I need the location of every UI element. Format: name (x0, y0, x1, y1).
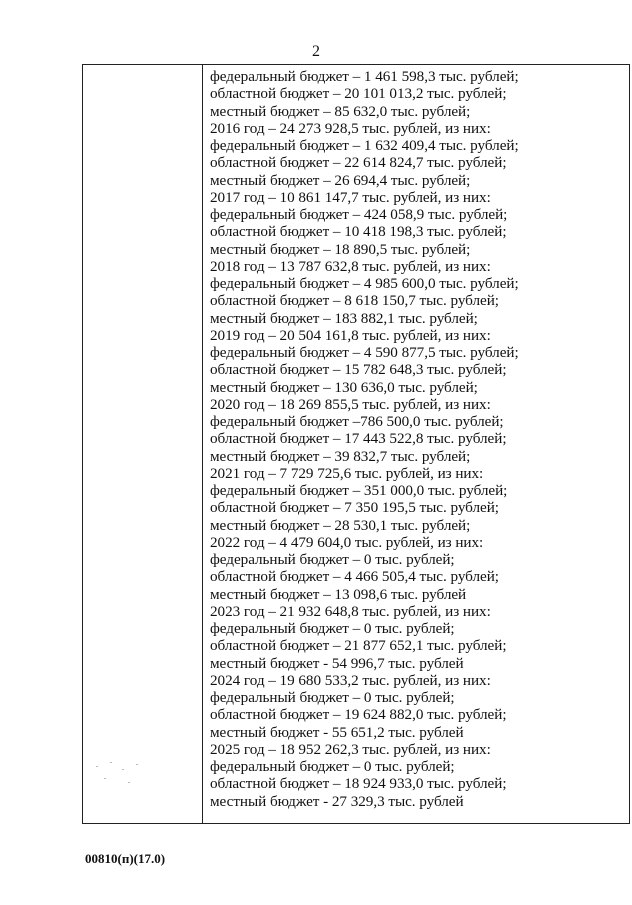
budget-line: федеральный бюджет – 1 632 409,4 тыс. рублей; (210, 137, 519, 154)
budget-line: федеральный бюджет – 4 985 600,0 тыс. рублей; (210, 275, 519, 292)
budget-line: федеральный бюджет –786 500,0 тыс. рублей; (210, 413, 504, 430)
budget-line: 2016 год – 24 273 928,5 тыс. рублей, из них: (210, 119, 491, 137)
budget-line: 2025 год – 18 952 262,3 тыс. рублей, из них: (210, 740, 491, 758)
budget-line: областной бюджет – 22 614 824,7 тыс. рублей; (210, 154, 507, 172)
budget-line: местный бюджет – 18 890,5 тыс. рублей; (210, 240, 471, 258)
budget-line: 2021 год – 7 729 725,6 тыс. рублей, из них: (210, 464, 484, 482)
budget-line: федеральный бюджет – 0 тыс. рублей; (210, 551, 455, 568)
budget-line: 2018 год – 13 787 632,8 тыс. рублей, из них: (210, 257, 491, 275)
budget-line: федеральный бюджет – 0 тыс. рублей; (210, 758, 455, 775)
budget-line: областной бюджет – 21 877 652,1 тыс. рублей; (210, 637, 507, 655)
budget-line: 2023 год – 21 932 648,8 тыс. рублей, из них: (210, 602, 491, 620)
budget-line: местный бюджет – 183 882,1 тыс. рублей; (210, 309, 478, 327)
budget-line: местный бюджет – 26 694,4 тыс. рублей; (210, 171, 471, 189)
budget-line: федеральный бюджет – 0 тыс. рублей; (210, 689, 455, 706)
budget-line: 2022 год – 4 479 604,0 тыс. рублей, из них: (210, 533, 484, 551)
budget-line: 2024 год – 19 680 533,2 тыс. рублей, из них: (210, 671, 491, 689)
budget-line: федеральный бюджет – 424 058,9 тыс. рублей; (210, 206, 508, 223)
document-code: 00810(п)(17.0) (85, 851, 166, 866)
budget-line: федеральный бюджет – 351 000,0 тыс. рублей; (210, 482, 508, 499)
page-number: 2 (312, 43, 320, 60)
table-left-column (83, 65, 203, 823)
budget-line: областной бюджет – 10 418 198,3 тыс. рублей; (210, 223, 507, 241)
budget-line: областной бюджет – 7 350 195,5 тыс. рублей; (210, 499, 499, 517)
budget-line: 2017 год – 10 861 147,7 тыс. рублей, из них: (210, 188, 491, 206)
budget-line: федеральный бюджет – 1 461 598,3 тыс. рублей; (210, 68, 519, 85)
budget-table (82, 64, 630, 824)
budget-line: местный бюджет – 13 098,6 тыс. рублей (210, 585, 467, 603)
budget-line: областной бюджет – 8 618 150,7 тыс. рублей; (210, 292, 499, 310)
budget-line: областной бюджет – 18 924 933,0 тыс. рублей; (210, 775, 507, 793)
budget-line: местный бюджет - 54 996,7 тыс. рублей (210, 654, 464, 672)
budget-line: областной бюджет – 19 624 882,0 тыс. рублей; (210, 706, 507, 724)
budget-line: 2019 год – 20 504 161,8 тыс. рублей, из них: (210, 326, 491, 344)
budget-line: 2020 год – 18 269 855,5 тыс. рублей, из них: (210, 395, 491, 413)
budget-line: местный бюджет - 55 651,2 тыс. рублей (210, 723, 464, 741)
budget-line: федеральный бюджет – 0 тыс. рублей; (210, 620, 455, 637)
budget-line: местный бюджет – 85 632,0 тыс. рублей; (210, 102, 471, 120)
budget-line: областной бюджет – 4 466 505,4 тыс. рублей; (210, 568, 499, 586)
scan-specks (92, 760, 152, 790)
budget-line: местный бюджет – 130 636,0 тыс. рублей; (210, 378, 478, 396)
budget-line: местный бюджет – 28 530,1 тыс. рублей; (210, 516, 471, 534)
budget-line: областной бюджет – 17 443 522,8 тыс. рублей; (210, 430, 507, 448)
budget-line: федеральный бюджет – 4 590 877,5 тыс. рублей; (210, 344, 519, 361)
budget-line: областной бюджет – 20 101 013,2 тыс. рублей; (210, 85, 507, 103)
budget-line: местный бюджет – 39 832,7 тыс. рублей; (210, 447, 471, 465)
table-right-column (204, 68, 629, 810)
budget-line: местный бюджет - 27 329,3 тыс. рублей (210, 792, 464, 810)
budget-line: областной бюджет – 15 782 648,3 тыс. рублей; (210, 361, 507, 379)
